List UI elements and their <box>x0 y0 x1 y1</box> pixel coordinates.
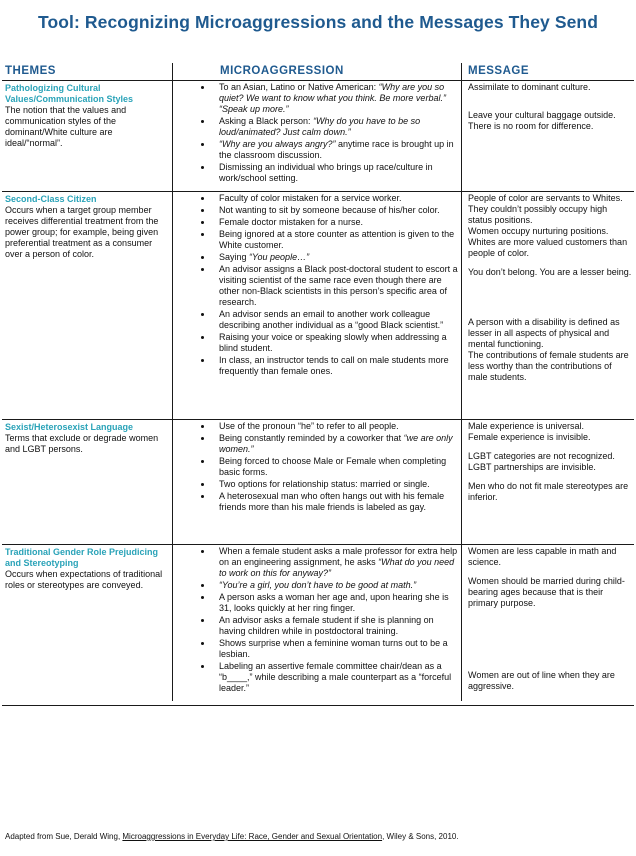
message-text: There is no room for difference. <box>468 121 594 131</box>
citation-prefix: Adapted from Sue, Derald Wing, <box>5 832 123 841</box>
header-microaggression: MICROAGGRESSION <box>220 65 344 77</box>
microaggression-item <box>198 139 460 161</box>
message-cell <box>468 82 632 132</box>
microaggression-item <box>198 116 460 138</box>
theme-description: Occurs when a target group member receives differential treatment from the power group; for example, being given preferential treatment as a consumer over a person of color. <box>5 205 159 259</box>
microaggression-cell <box>198 82 460 185</box>
column-divider <box>172 63 173 701</box>
theme-cell <box>5 83 165 149</box>
quoted-remark: “we are only women.” <box>219 433 453 454</box>
item-text: Not wanting to sit by someone because of his/her color. <box>219 205 440 215</box>
microaggression-item <box>198 217 460 228</box>
microaggression-item <box>198 193 460 204</box>
item-text: When a female student asks a male professor for extra help on an engineering assignment, he asks <box>219 546 458 567</box>
microaggression-item <box>198 421 460 432</box>
item-text: An advisor assigns a Black post-doctoral student to escort a visiting scientist of the same race even though there are other non-Black scientists in this person’s specific area of research. <box>219 264 458 307</box>
quoted-remark: “Why do you have to be so loud/animated? Just calm down.” <box>219 116 421 137</box>
microaggression-item <box>198 592 460 614</box>
item-text: Labeling an assertive female committee chair/dean as a “b____,” while describing a male counterpart as a “forceful leader.” <box>219 661 452 693</box>
item-text: anytime race is brought up in the classroom discussion. <box>219 139 454 160</box>
message-cell <box>468 193 632 383</box>
message-text: LGBT categories are not recognized. <box>468 451 615 461</box>
message-text: You don’t belong. You are a lesser being. <box>468 267 632 277</box>
message-text: The contributions of female students are less worthy than the contributions of male students. <box>468 350 629 382</box>
message-text: Women occupy nurturing positions. <box>468 226 609 236</box>
item-text: An advisor sends an email to another work colleague describing another individual as a “good Black scientist.” <box>219 309 444 330</box>
theme-description: Occurs when expectations of traditional roles or stereotypes are conveyed. <box>5 569 163 590</box>
table-row <box>2 192 634 420</box>
table-row <box>2 81 634 192</box>
microaggression-item <box>198 433 460 455</box>
table-row <box>2 420 634 545</box>
message-text: People of color are servants to Whites. They couldn’t possibly occupy high status positions. <box>468 193 623 225</box>
table-row <box>2 545 634 706</box>
theme-name: Pathologizing Cultural Values/Communication Styles <box>5 83 134 104</box>
item-text: Raising your voice or speaking slowly when addressing a blind student. <box>219 332 447 353</box>
theme-name: Traditional Gender Role Prejudicing and Stereotyping <box>5 547 159 568</box>
citation-suffix: , Wiley & Sons, 2010. <box>382 832 459 841</box>
message-text: Whites are more valued customers than people of color. <box>468 237 628 258</box>
microaggression-cell <box>198 421 460 514</box>
message-text: Assimilate to dominant culture. <box>468 82 591 92</box>
item-text: A heterosexual man who often hangs out with his female friends more than his male friends is labeled as gay. <box>219 491 445 512</box>
item-text: Female doctor mistaken for a nurse. <box>219 217 364 227</box>
item-text: Being forced to choose Male or Female when completing basic forms. <box>219 456 447 477</box>
quoted-remark: “You’re a girl, you don’t have to be good at math.” <box>219 580 417 590</box>
quoted-remark: “What do you need to work on this for anyway?” <box>219 557 455 578</box>
table-header <box>2 63 634 81</box>
citation-book-title: Microaggressions in Everyday Life: Race, Gender and Sexual Orientation <box>122 832 383 841</box>
item-text: To an Asian, Latino or Native American: <box>219 82 379 92</box>
microaggression-cell <box>198 193 460 378</box>
microaggression-item <box>198 309 460 331</box>
message-text: LGBT partnerships are invisible. <box>468 462 596 472</box>
item-text: Being constantly reminded by a coworker that <box>219 433 404 443</box>
theme-cell <box>5 547 165 591</box>
theme-cell <box>5 194 165 260</box>
message-text: A person with a disability is defined as lesser in all aspects of physical and mental functioning. <box>468 317 620 349</box>
microaggression-item <box>198 638 460 660</box>
header-message: MESSAGE <box>468 65 530 77</box>
message-text: Women should be married during child-bearing ages because that is their primary purpose. <box>468 576 625 608</box>
citation-footer <box>5 832 631 842</box>
item-text: Dismissing an individual who brings up race/culture in work/school setting. <box>219 162 433 183</box>
item-text: An advisor asks a female student if she is planning on having children while in postdoctoral training. <box>219 615 434 636</box>
item-text: Asking a Black person: <box>219 116 314 126</box>
message-text: Women are out of line when they are aggressive. <box>468 670 615 691</box>
message-cell <box>468 546 632 692</box>
column-divider <box>461 63 462 701</box>
item-text: Shows surprise when a feminine woman turns out to be a lesbian. <box>219 638 448 659</box>
microaggression-item <box>198 252 460 263</box>
message-cell <box>468 421 632 503</box>
theme-cell <box>5 422 165 455</box>
microaggression-item <box>198 162 460 184</box>
microaggression-item <box>198 355 460 377</box>
microaggression-item <box>198 456 460 478</box>
microaggression-item <box>198 82 460 115</box>
page-title: Tool: Recognizing Microaggressions and the Messages They Send <box>37 12 599 32</box>
message-text: Male experience is universal. <box>468 421 585 431</box>
microaggression-item <box>198 580 460 591</box>
microaggression-cell <box>198 546 460 695</box>
theme-description: Terms that exclude or degrade women and LGBT persons. <box>5 433 159 454</box>
header-themes: THEMES <box>5 65 56 77</box>
microaggression-item <box>198 264 460 308</box>
message-text: Leave your cultural baggage outside. <box>468 110 616 120</box>
message-text: Women are less capable in math and science. <box>468 546 617 567</box>
microaggression-item <box>198 615 460 637</box>
quoted-remark: “Why are you always angry?” <box>219 139 336 149</box>
message-text: Men who do not fit male stereotypes are inferior. <box>468 481 629 502</box>
microaggression-item <box>198 661 460 694</box>
item-text: Saying <box>219 252 250 262</box>
quoted-remark: “Why are you so quiet? We want to know what you think. Be more verbal.” “Speak up more.” <box>219 82 446 114</box>
microaggression-item <box>198 332 460 354</box>
theme-name: Sexist/Heterosexist Language <box>5 422 134 432</box>
item-text: Being ignored at a store counter as attention is given to the White customer. <box>219 229 455 250</box>
theme-description: The notion that the values and communication styles of the dominant/White culture are ideal/“normal”. <box>5 105 127 148</box>
item-text: In class, an instructor tends to call on male students more frequently than female ones. <box>219 355 449 376</box>
item-text: Use of the pronoun “he” to refer to all people. <box>219 421 399 431</box>
microaggression-item <box>198 546 460 579</box>
microaggression-item <box>198 205 460 216</box>
microaggression-item <box>198 491 460 513</box>
microaggression-table <box>2 63 634 706</box>
microaggression-item <box>198 479 460 490</box>
microaggression-item <box>198 229 460 251</box>
message-text: Female experience is invisible. <box>468 432 591 442</box>
item-text: A person asks a woman her age and, upon hearing she is 31, looks quickly at her ring finger. <box>219 592 449 613</box>
item-text: Faculty of color mistaken for a service worker. <box>219 193 402 203</box>
theme-name: Second-Class Citizen <box>5 194 97 204</box>
item-text: Two options for relationship status: married or single. <box>219 479 430 489</box>
quoted-remark: “You people…” <box>249 252 310 262</box>
